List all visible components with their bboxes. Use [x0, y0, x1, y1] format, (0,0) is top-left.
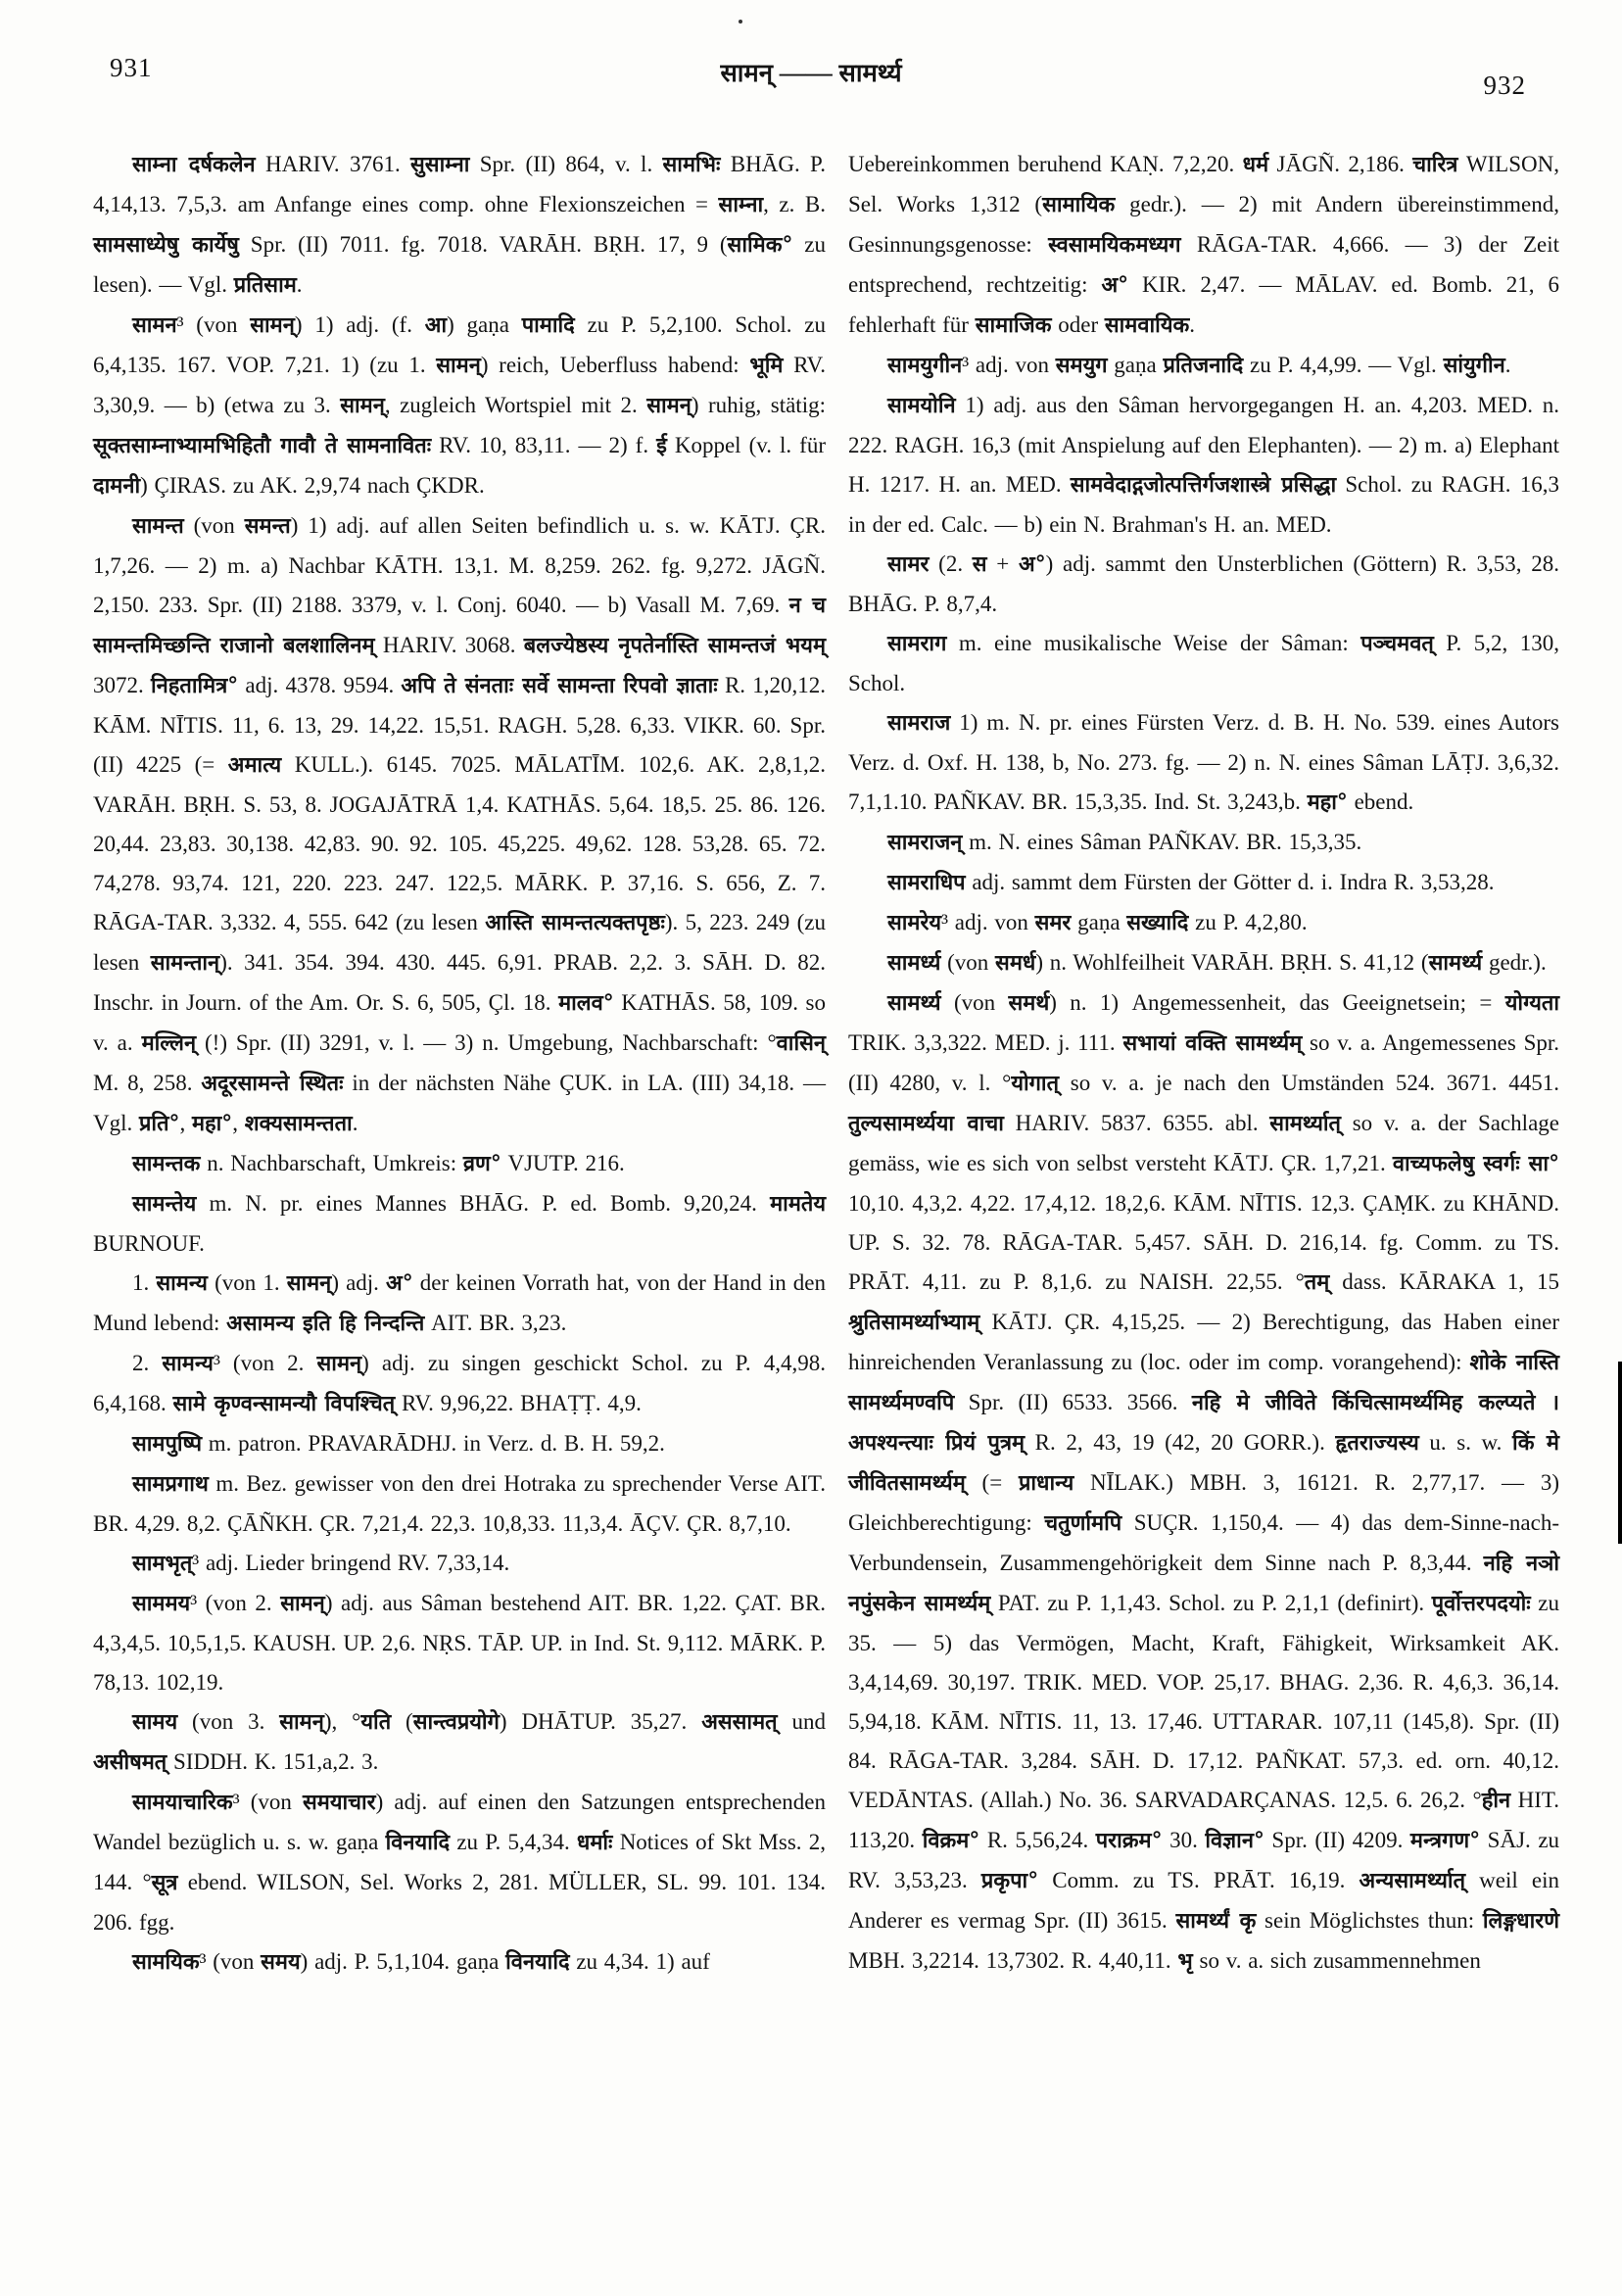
dictionary-entry: सामयुगीन³ adj. von समयुग gaṇa प्रतिजनादि zu P. 4,4,99. — Vgl. सांयुगीन. — [887, 353, 1511, 378]
dictionary-entry: सामय (von 3. सामन्), °यति (सान्त्वप्रयोगे) DHĀTUP. 35,27. अससामत् und असीषमत् SIDDH. K. 151,a,2. 3. — [93, 1709, 826, 1775]
page-number-left: 931 — [110, 53, 153, 82]
dictionary-entry: सामयाचारिक³ (von समयाचार) adj. auf einen den Satzungen entsprechenden Wandel bezüglich u. s. w. gaṇa विनयादि zu P. 5,4,34. धर्माः Notices of Skt Mss. 2, 144. °सूत्र ebend. WILSON, Sel. Works 2, 281. MÜLLER, SL. 99. 101. 134. 206. fgg. — [93, 1790, 826, 1935]
dictionary-entry: सामरेय³ adj. von समर gaṇa सख्यादि zu P. 4,2,80. — [887, 910, 1308, 935]
dictionary-entry: सामराजन् m. N. eines Sâman PAÑKAV. BR. 15,3,35. — [887, 830, 1362, 855]
dictionary-entry: सामराज 1) m. N. pr. eines Fürsten Verz. d. B. H. No. 539. eines Autors Verz. d. Oxf. H. 138, b, No. 273. fg. — 2) n. N. eines Sâman LĀṬJ. 3,6,32. 7,1,1.10. PAÑKAV. BR. 15,3,35. Ind. St. 3,243,b. महा° ebend. — [848, 710, 1559, 815]
dictionary-entry: सामयिक³ (von समय) adj. P. 5,1,104. gaṇa विनयादि zu 4,34. 1) auf — [132, 1949, 710, 1975]
dictionary-entry: सामपुष्पि m. patron. PRAVARĀDHJ. in Verz. d. B. H. 59,2. — [132, 1431, 665, 1457]
dictionary-entry: सामन³ (von सामन्) 1) adj. (f. आ) gaṇa पामादि zu P. 5,2,100. Schol. zu 6,4,135. 167. VOP. 7,21. 1) (zu 1. सामन्) reich, Ueberfluss habend: भूमि RV. 3,30,9. — b) (etwa zu 3. सामन्, zugleich Wortspiel mit 2. सामन्) ruhig, stätig: सूक्तसाम्नाभ्यामभिहितौ गावौ ते सामनावितः RV. 10, 83,11. — 2) f. ई Koppel (v. l. für दामनी) ÇIRAS. zu AK. 2,9,74 nach ÇKDR. — [93, 312, 826, 499]
dictionary-entry: सामन्त (von समन्त) 1) adj. auf allen Seiten befindlich u. s. w. KĀTJ. ÇR. 1,7,26. — 2) m. a) Nachbar KĀTH. 13,1. M. 8,259. 262. fg. 9,272. JĀGÑ. 2,150. 233. Spr. (II) 2188. 3379, v. l. Conj. 6040. — b) Vasall M. 7,69. न च सामन्तमिच्छन्ति राजानो बलशालिनम् HARIV. 3068. बलज्येष्ठस्य नृपतेर्नास्ति सामन्तजं भयम् 3072. निहतामित्र° adj. 4378. 9594. अपि ते संनताः सर्वे सामन्ता रिपवो ज्ञाताः R. 1,20,12. KĀM. NĪTIS. 11, 6. 13, 29. 14,22. 15,51. RAGH. 5,28. 6,33. VIKR. 60. Spr. (II) 4225 (= अमात्य KULL.). 6145. 7025. MĀLATĪM. 102,6. AK. 2,8,1,2. VARĀH. BṚH. S. 53, 8. JOGAJĀTRĀ 1,4. KATHĀS. 5,64. 18,5. 25. 86. 126. 20,44. 23,83. 30,138. 42,83. 90. 92. 105. 45,225. 49,62. 128. 53,28. 65. 72. 74,278. 93,74. 121, 220. 223. 247. 122,5. MĀRK. P. 37,16. S. 656, Z. 7. RĀGA-TAR. 3,332. 4, 555. 642 (zu lesen आस्ति सामन्तत्यक्तपृष्ठः). 5, 223. 249 (zu lesen सामन्तान्). 341. 354. 394. 430. 445. 6,91. PRAB. 2,2. 3. SĀH. D. 82. Inschr. in Journ. of the Am. Or. S. 6, 505, Çl. 18. मालव° KATHĀS. 58, 109. so v. a. मल्लिन् (!) Spr. (II) 3291, v. l. — 3) n. Umgebung, Nachbarschaft: °वासिन् M. 8, 258. अदूरसामन्ते स्थितः in der nächsten Nähe ÇUK. in LA. (III) 34,18. — Vgl. प्रति°, महा°, शक्यसामन्तता. — [93, 513, 827, 1136]
dictionary-entry-continuation: Uebereinkommen beruhend KAṆ. 7,2,20. धर्म JĀGÑ. 2,186. चारित्र WILSON, Sel. Works 1,312 (सामायिक gedr.). — 2) mit Andern übereinstimmend, Gesinnungsgenosse: स्वसामयिकमध्यग RĀGA-TAR. 4,666. — 3) der Zeit entsprechend, rechtzeitig: अ° KIR. 2,47. — MĀLAV. ed. Bomb. 21, 6 fehlerhaft für सामाजिक oder सामवायिक. — [848, 152, 1560, 338]
dictionary-entry: सामयोनि 1) adj. aus den Sâman hervorgegangen H. an. 4,203. MED. n. 222. RAGH. 16,3 (mit Anspielung auf den Elephanten). — 2) m. a) Elephant H. 1217. H. an. MED. सामवेदाद्गजोत्पत्तिर्गजशास्त्रे प्रसिद्धा Schol. zu RAGH. 16,3 in der ed. Calc. — b) ein N. Brahman's H. an. MED. — [848, 393, 1559, 537]
dictionary-entry: सामप्रगाथ m. Bez. gewisser von den drei Hotraka zu sprechender Verse AIT. BR. 4,29. 8,2. ÇĀÑKH. ÇR. 7,21,4. 22,3. 10,8,33. 11,3,4. ĀÇV. ÇR. 8,7,10. — [93, 1471, 826, 1536]
dictionary-entry: 1. सामन्य (von 1. सामन्) adj. अ° der keinen Vorrath hat, von der Hand in den Mund lebend: असामन्य इति हि निन्दन्ति AIT. BR. 3,23. — [93, 1270, 827, 1336]
running-head: सामन् —— सामर्थ्य — [720, 58, 902, 88]
left-column — [93, 145, 826, 1983]
dictionary-entry: सामन्तक n. Nachbarschaft, Umkreis: व्रण° VJUTP. 216. — [132, 1151, 625, 1176]
dictionary-entry: सामराग m. eine musikalische Weise der Sâman: पञ्चमवत् P. 5,2, 130, Schol. — [848, 631, 1559, 695]
dictionary-entry: सामर्थ्य (von समर्थ) n. 1) Angemessenheit, das Geeignetsein; = योग्यता TRIK. 3,3,322. MED. j. 111. सभायां वक्ति सामर्थ्यम् so v. a. Angemessenes Spr. (II) 4280, v. l. °योगात् so v. a. je nach den Umständen 524. 3671. 4451. तुल्यसामर्थ्यया वाचा HARIV. 5837. 6355. abl. सामर्थ्यात् so v. a. der Sachlage gemäss, wie es sich von selbst versteht KĀTJ. ÇR. 1,7,21. वाच्यफलेषु स्वर्गः सा° 10,10. 4,3,2. 4,22. 17,4,12. 18,2,6. KĀM. NĪTIS. 12,3. ÇAṂK. zu KHĀND. UP. S. 32. 78. RĀGA-TAR. 5,457. SĀH. D. 216,14. fg. Comm. zu TS. PRĀT. 4,11. zu P. 8,1,6. zu NAISH. 22,55. °तम् dass. KĀRAKA 1, 15 श्रुतिसामर्थ्याभ्याम् KĀTJ. ÇR. 4,15,25. — 2) Berechtigung, das Haben einer hinreichenden Veranlassung zu (loc. oder im comp. vorangehend): शोके नास्ति सामर्थ्यमण्वपि Spr. (II) 6533. 3566. नहि मे जीविते किंचित्सामर्थ्यमिह कल्प्यते । अपश्यन्त्याः प्रियं पुत्रम् R. 2, 43, 19 (42, 20 GORR.). हृतराज्यस्य u. s. w. किं मे जीवितसामर्थ्यम् (= प्राधान्य NĪLAK.) MBH. 3, 16121. R. 2,77,17. — 3) Gleichberechtigung: चतुर्णामपि SUÇR. 1,150,4. — 4) das dem-Sinne-nach-Verbundensein, Zusammengehörigkeit dem Sinne nach P. 8,3,44. नहि नञो नपुंसकेन सामर्थ्यम् PAT. zu P. 1,1,43. Schol. zu P. 2,1,1 (definirt). पूर्वोत्तरपदयोः zu 35. — 5) das Vermögen, Macht, Kraft, Fähigkeit, Wirksamkeit AK. 3,4,14,69. 30,197. TRIK. MED. VOP. 25,17. BHAG. 2,36. R. 4,6,3. 36,14. 5,94,18. KĀM. NĪTIS. 11, 13. 17,46. UTTARAR. 107,11 (145,8). Spr. (II) 84. RĀGA-TAR. 3,284. SĀH. D. 17,12. PAÑKAT. 57,3. ed. orn. 40,12. VEDĀNTAS. (Allah.) No. 36. SARVADARÇANAS. 12,5. 6. 26,2. °हीन HIT. 113,20. विक्रम° R. 5,56,24. पराक्रम° 30. विज्ञान° Spr. (II) 4209. मन्त्रगण° SĀJ. zu RV. 3,53,23. प्रकृपा° Comm. zu TS. PRĀT. 16,19. अन्यसामर्थ्यात् weil ein Anderer es vermag Spr. (II) 3615. सामर्थ्यं कृ sein Möglichstes thun: लिङ्गधारणे MBH. 3,2214. 13,7302. R. 4,40,11. भृ so v. a. sich zusammennehmen — [848, 990, 1560, 1974]
dictionary-entry: सामर्ध्य (von समर्ध) n. Wohlfeilheit VARĀH. BṚH. S. 41,12 (सामर्थ्य gedr.). — [887, 950, 1547, 976]
scan-artifact-line — [1618, 1362, 1622, 1544]
dictionary-entry: 2. सामन्य³ (von 2. सामन्) adj. zu singen geschickt Schol. zu P. 4,4,98. 6,4,168. सामे कृण्वन्सामन्यौ विपश्चित् RV. 9,96,22. BHAṬṬ. 4,9. — [93, 1351, 827, 1416]
page-header — [0, 51, 1622, 98]
dictionary-entry: सामभृत्³ adj. Lieder bringend RV. 7,33,14. — [132, 1551, 510, 1576]
right-column — [848, 145, 1559, 1982]
dictionary-entry: साममय³ (von 2. सामन्) adj. aus Sâman bestehend AIT. BR. 1,22. ÇAT. BR. 4,3,4,5. 10,5,1,5. KAUSH. UP. 2,6. NṚS. TĀP. UP. in Ind. St. 9,112. MĀRK. P. 78,13. 102,19. — [93, 1591, 826, 1695]
dictionary-entry: सामन्तेय m. N. pr. eines Mannes BHĀG. P. ed. Bomb. 9,20,24. मामतेय BURNOUF. — [93, 1191, 826, 1256]
scan-artifact-speck — [739, 20, 742, 24]
dictionary-entry: सामराधिप adj. sammt dem Fürsten der Götter d. i. Indra R. 3,53,28. — [887, 870, 1495, 895]
dictionary-entry: साम्ना दर्षकलेन HARIV. 3761. सुसाम्ना Spr. (II) 864, v. l. सामभिः BHĀG. P. 4,14,13. 7,5,3. am Anfange eines comp. ohne Flexionszeichen = साम्ना, z. B. सामसाध्येषु कार्येषु Spr. (II) 7011. fg. 7018. VARĀH. BṚH. 17, 9 (सामिक° zu lesen). — Vgl. प्रतिसाम. — [93, 152, 827, 298]
dictionary-entry: सामर (2. स + अ°) adj. sammt den Unsterblichen (Göttern) R. 3,53, 28. BHĀG. P. 8,7,4. — [848, 551, 1559, 616]
page-number-right: 932 — [1483, 71, 1526, 100]
